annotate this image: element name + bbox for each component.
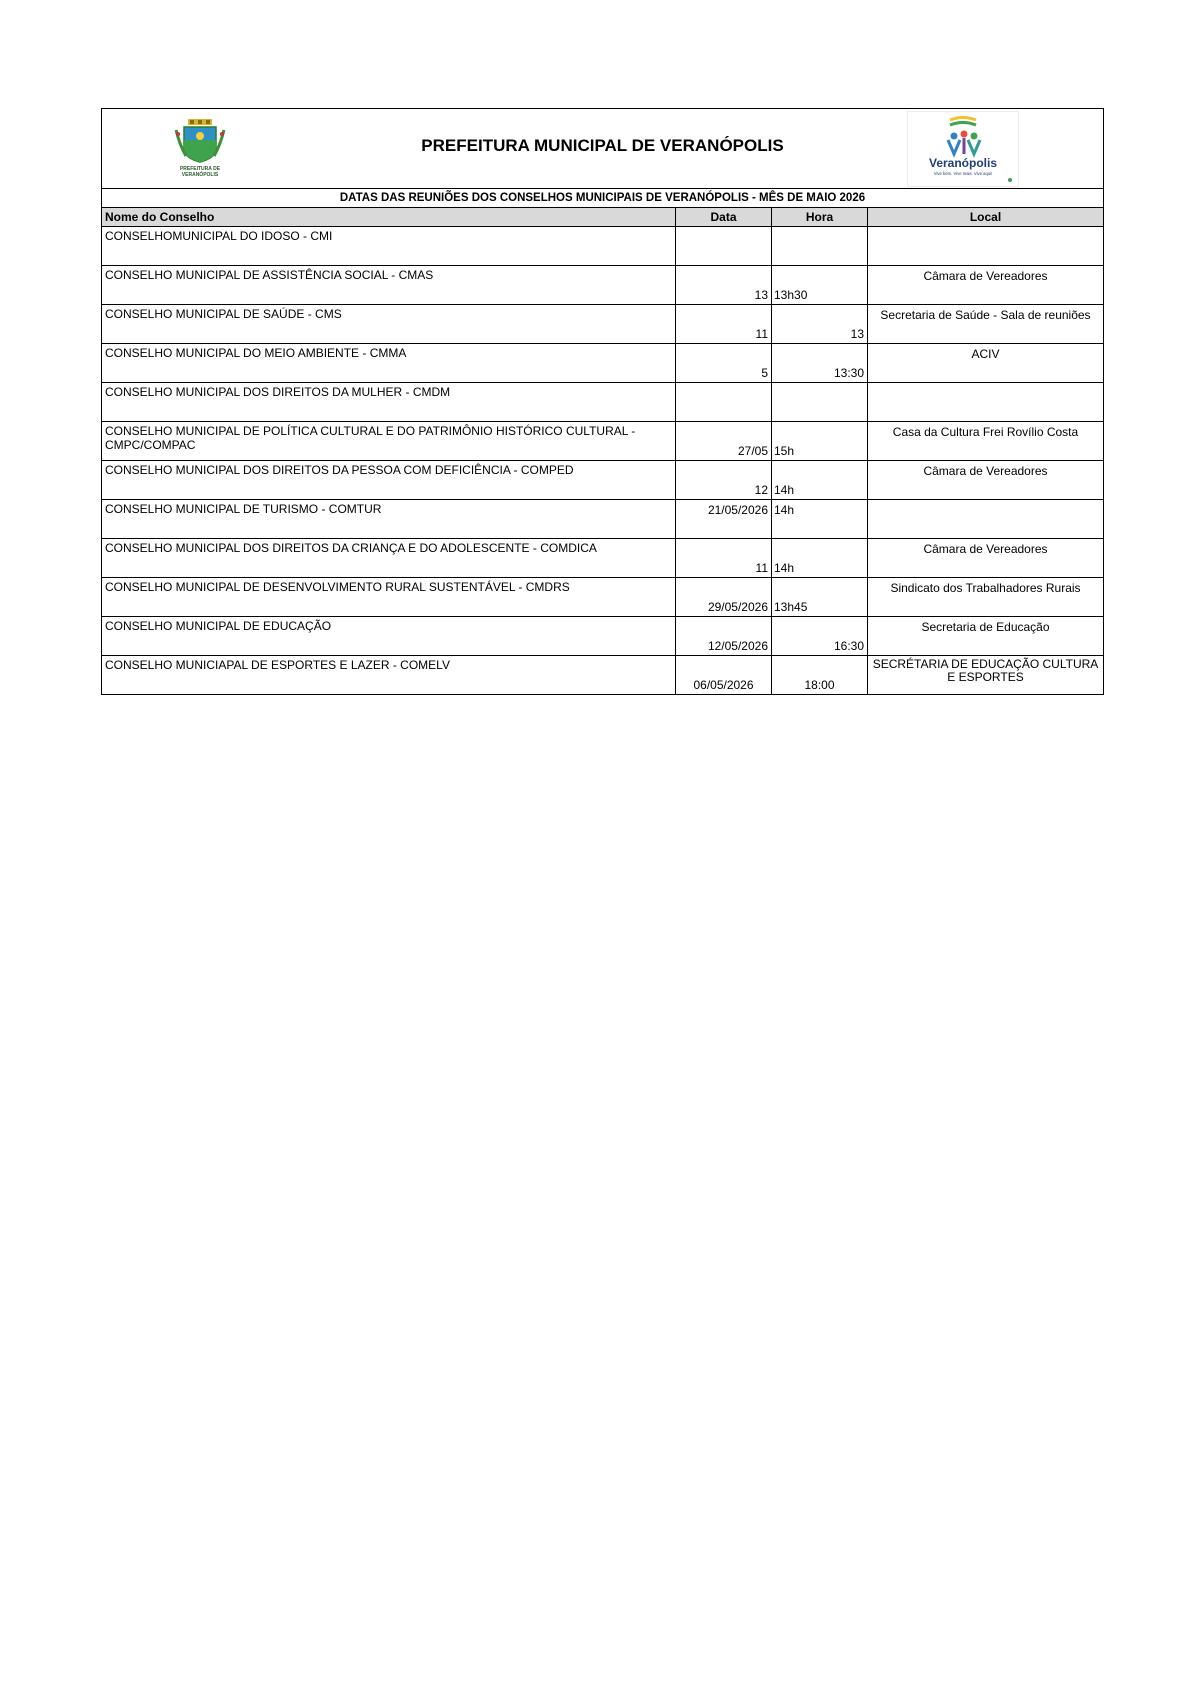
table-row <box>102 266 1104 305</box>
meeting-time-cell <box>772 344 868 383</box>
meeting-date-cell <box>676 344 772 383</box>
meeting-time-cell <box>772 578 868 617</box>
table-row <box>102 500 1104 539</box>
council-meetings-table <box>101 108 1104 695</box>
column-header-row <box>102 208 1104 227</box>
meeting-date: 27/05 <box>737 444 768 458</box>
meeting-time-cell <box>772 305 868 344</box>
column-header-place: Local <box>868 208 1104 227</box>
meeting-time: 16:30 <box>833 639 864 653</box>
council-name: CONSELHO MUNICIPAL DOS DIREITOS DA PESSOA COM DEFICIÊNCIA - COMPED <box>105 463 574 477</box>
meeting-time-cell <box>772 617 868 656</box>
council-name-cell <box>102 461 676 500</box>
council-name: CONSELHO MUNICIPAL DOS DIREITOS DA MULHER - CMDM <box>105 385 451 399</box>
council-schedule-sheet <box>101 108 1103 695</box>
meeting-date: 12 <box>754 483 768 497</box>
council-name-cell <box>102 344 676 383</box>
meeting-time-cell <box>772 227 868 266</box>
meeting-place: Câmara de Vereadores <box>923 464 1048 478</box>
meeting-place: ACIV <box>971 347 1000 361</box>
meeting-date: 5 <box>761 366 768 380</box>
meeting-date-cell <box>676 656 772 695</box>
table-row <box>102 539 1104 578</box>
meeting-place-cell <box>868 578 1104 617</box>
meeting-date: 06/05/2026 <box>693 678 754 692</box>
meeting-place-cell <box>868 344 1104 383</box>
column-header-time: Hora <box>772 208 868 227</box>
page-title: PREFEITURA MUNICIPAL DE VERANÓPOLIS <box>421 136 784 155</box>
header-cell <box>102 109 1104 189</box>
meeting-time: 15h <box>774 444 795 458</box>
meeting-date-cell <box>676 617 772 656</box>
meeting-place: SECRÉTARIA DE EDUCAÇÃO CULTURA E ESPORTES <box>872 657 1099 684</box>
meeting-time-cell <box>772 539 868 578</box>
meeting-place-cell <box>868 656 1104 695</box>
column-header-name: Nome do Conselho <box>102 208 676 227</box>
meeting-date-cell <box>676 578 772 617</box>
council-name-cell <box>102 422 676 461</box>
subtitle-row <box>102 189 1104 208</box>
council-name-cell <box>102 578 676 617</box>
meeting-date-cell <box>676 383 772 422</box>
meeting-date: 11 <box>755 327 768 341</box>
council-name: CONSELHO MUNICIPAL DE TURISMO - COMTUR <box>105 502 382 516</box>
meeting-date-cell <box>676 539 772 578</box>
meeting-time: 13h30 <box>774 288 808 302</box>
svg-text:Vive bem. Vive mais. Vive aqui: Vive bem. Vive mais. Vive aqui! <box>933 171 993 176</box>
table-row <box>102 383 1104 422</box>
council-name: CONSELHO MUNICIPAL DE POLÍTICA CULTURAL E DO PATRIMÔNIO HISTÓRICO CULTURAL - CMPC/COMPAC <box>105 424 636 452</box>
meeting-date: 11 <box>755 561 768 575</box>
council-name: CONSELHO MUNICIPAL DE SAÚDE - CMS <box>105 307 342 321</box>
council-name-cell <box>102 656 676 695</box>
table-subtitle: DATAS DAS REUNIÕES DOS CONSELHOS MUNICIPAIS DE VERANÓPOLIS - MÊS DE MAIO 2026 <box>102 189 1104 208</box>
council-name: CONSELHOMUNICIPAL DO IDOSO - CMI <box>105 229 333 243</box>
meeting-place: Câmara de Vereadores <box>923 542 1048 556</box>
council-name: CONSELHO MUNICIPAL DE ASSISTÊNCIA SOCIAL - CMAS <box>105 268 434 282</box>
meeting-time: 13 <box>850 327 864 341</box>
table-row <box>102 422 1104 461</box>
meeting-place: Câmara de Vereadores <box>923 269 1048 283</box>
meeting-place-cell <box>868 383 1104 422</box>
meeting-time: 14h <box>774 503 795 517</box>
meeting-place-cell <box>868 227 1104 266</box>
svg-text:PREFEITURA DE: PREFEITURA DE <box>179 166 221 172</box>
meeting-time-cell <box>772 422 868 461</box>
meeting-time-cell <box>772 656 868 695</box>
meeting-place-cell <box>868 461 1104 500</box>
table-row <box>102 227 1104 266</box>
meeting-time-cell <box>772 383 868 422</box>
council-name: CONSELHO MUNICIPAL DOS DIREITOS DA CRIANÇA E DO ADOLESCENTE - COMDICA <box>105 541 597 555</box>
svg-text:Veranópolis: Veranópolis <box>928 156 998 170</box>
council-name-cell <box>102 305 676 344</box>
meeting-place: Secretaria de Saúde - Sala de reuniões <box>880 308 1091 322</box>
meeting-place-cell <box>868 500 1104 539</box>
meeting-place <box>871 227 1100 230</box>
meeting-time: 18:00 <box>804 678 835 692</box>
meeting-place-cell <box>868 617 1104 656</box>
table-row <box>102 578 1104 617</box>
council-name-cell <box>102 383 676 422</box>
council-name: CONSELHO MUNICIPAL DO MEIO AMBIENTE - CMMA <box>105 346 407 360</box>
meeting-date: 12/05/2026 <box>707 639 768 653</box>
meeting-date: 13 <box>754 288 768 302</box>
meeting-place <box>871 500 1100 503</box>
meeting-date-cell <box>676 305 772 344</box>
council-name-cell <box>102 266 676 305</box>
council-name: CONSELHO MUNICIAPAL DE ESPORTES E LAZER - COMELV <box>105 658 450 672</box>
column-header-date: Data <box>676 208 772 227</box>
table-row <box>102 617 1104 656</box>
meeting-place-cell <box>868 539 1104 578</box>
meeting-date-cell <box>676 227 772 266</box>
meeting-place: Secretaria de Educação <box>921 620 1050 634</box>
svg-text:VERANÓPOLIS: VERANÓPOLIS <box>181 172 219 178</box>
veranopolis-brand-logo <box>907 111 1019 187</box>
council-name: CONSELHO MUNICIPAL DE DESENVOLVIMENTO RURAL SUSTENTÁVEL - CMDRS <box>105 580 570 594</box>
meeting-time: 13h45 <box>774 600 808 614</box>
council-name-cell <box>102 617 676 656</box>
meeting-time-cell <box>772 500 868 539</box>
meeting-place <box>871 383 1100 386</box>
council-name-cell <box>102 539 676 578</box>
meeting-date: 29/05/2026 <box>707 600 768 614</box>
table-row <box>102 344 1104 383</box>
council-name-cell <box>102 227 676 266</box>
meeting-time: 14h <box>774 483 795 497</box>
meeting-date-cell <box>676 266 772 305</box>
meeting-place: Sindicato dos Trabalhadores Rurais <box>890 581 1081 595</box>
meeting-date: 21/05/2026 <box>707 503 768 517</box>
header-row <box>102 109 1104 189</box>
table-row <box>102 305 1104 344</box>
meeting-date-cell <box>676 500 772 539</box>
meeting-date-cell <box>676 422 772 461</box>
meeting-date-cell <box>676 461 772 500</box>
council-name: CONSELHO MUNICIPAL DE EDUCAÇÃO <box>105 619 332 633</box>
meeting-place-cell <box>868 266 1104 305</box>
meeting-place-cell <box>868 305 1104 344</box>
meeting-time-cell <box>772 266 868 305</box>
table-row <box>102 656 1104 695</box>
meeting-time: 14h <box>774 561 795 575</box>
table-row <box>102 461 1104 500</box>
meeting-place-cell <box>868 422 1104 461</box>
meeting-place: Casa da Cultura Frei Rovílio Costa <box>892 425 1079 439</box>
meeting-time: 13:30 <box>833 366 864 380</box>
council-name-cell <box>102 500 676 539</box>
meeting-time-cell <box>772 461 868 500</box>
